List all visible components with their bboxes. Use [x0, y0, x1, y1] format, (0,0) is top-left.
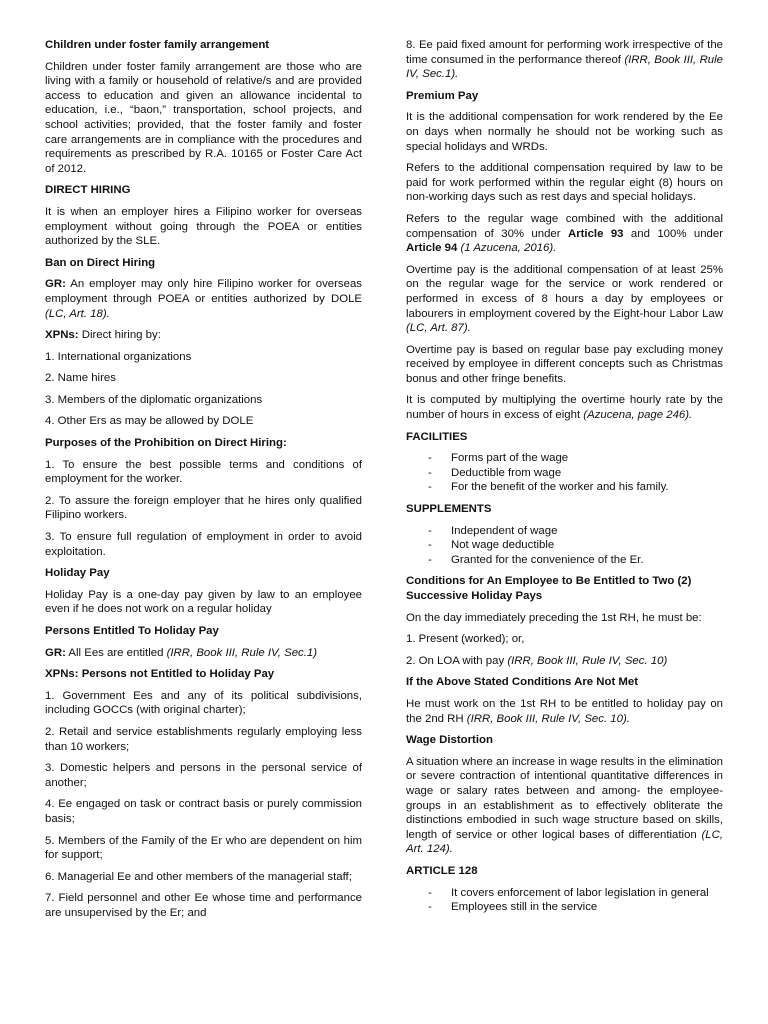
holiday-pay-paragraph: Holiday Pay is a one-day pay given by law to an employee even if he does not work on a regular holiday [45, 588, 362, 616]
overtime-text: Overtime pay is the additional compensation of at least 25% on the regular wage for the service or work rendered or performed in excess of 8 hours a day by employees or labourers in employment covered by the Eight-hour Labor Law [406, 263, 723, 320]
overtime-cite: (LC, Art. 87). [406, 322, 471, 335]
item-8-text: 8. Ee paid fixed amount for performing work irrespective of the time consumed in the performance thereof [406, 39, 723, 66]
right-column [406, 38, 723, 922]
list-item: 4. Ee engaged on task or contract basis or purely commission basis; [45, 798, 362, 825]
list-item: - Deductible from wage [406, 466, 723, 481]
not-met-cite: (IRR, Book III, Rule IV, Sec. 10). [466, 712, 630, 725]
overtime-paragraph-1 [406, 263, 723, 336]
supplements-list [406, 524, 723, 568]
article-94: Article 94 [406, 242, 458, 255]
premium-text-a: Refers to the regular wage combined with the additional compensation of 30% under [406, 212, 723, 240]
entitled-gr-cite: (IRR, Book III, Rule IV, Sec.1) [166, 646, 318, 659]
direct-hiring-heading: DIRECT HIRING [45, 184, 131, 197]
distortion-cite: (LC, Art. 124). [406, 828, 723, 856]
premium-cite: (1 Azucena, 2016). [460, 242, 557, 255]
facilities-list [406, 451, 723, 495]
list-item: - Independent of wage [406, 524, 723, 539]
entitled-general-rule [45, 646, 362, 661]
conditions-paragraph: On the day immediately preceding the 1st RH, he must be: [406, 611, 702, 624]
premium-paragraph-2: Refers to the additional compensation required by law to be paid for work performed within the regular eight (8) hours on non-working days such as rest days and special holidays. [406, 162, 723, 204]
list-item: - Granted for the convenience of the Er. [406, 553, 723, 568]
wage-distortion-heading: Wage Distortion [406, 734, 493, 747]
supplements-heading: SUPPLEMENTS [406, 503, 492, 516]
ban-general-rule [45, 277, 362, 321]
foster-paragraph: Children under foster family arrangement are those who are living with a family or household of relative/s and are provided access to education and given an allowance incidental to education, i.e., “baon,” transportation, school projects, and school activities; provided, that the foster family and foster care arrangements are in compliance with the procedures and requirements as prescribed by R.A. 10165 or Foster Care Act of 2012. [45, 60, 362, 175]
list-item: - Employees still in the service [406, 900, 723, 915]
list-item: 2. To assure the foreign employer that he hires only qualified Filipino workers. [45, 494, 362, 522]
item-8 [406, 38, 723, 82]
left-column [45, 38, 362, 928]
premium-paragraph-1: It is the additional compensation for work rendered by the Ee on days when normally he should not be working such as special holidays and WRDs. [406, 111, 723, 153]
overtime-computation-cite: (Azucena, page 246). [583, 409, 693, 422]
premium-paragraph-3 [406, 212, 723, 256]
purposes-heading: Purposes of the Prohibition on Direct Hiring: [45, 437, 287, 450]
direct-hiring-paragraph: It is when an employer hires a Filipino worker for overseas employment without going through the POEA or entities authorized by the SLE. [45, 205, 362, 248]
entitled-heading: Persons Entitled To Holiday Pay [45, 625, 219, 637]
list-item: 2. Name hires [45, 372, 116, 385]
list-item: 1. International organizations [45, 350, 192, 363]
conditions-heading: Conditions for An Employee to Be Entitled to Two (2) Successive Holiday Pays [406, 575, 692, 602]
facilities-heading: FACILITIES [406, 430, 468, 443]
item-8-cite: (IRR, Book III, Rule IV, Sec.1). [406, 53, 723, 81]
not-met-paragraph [406, 697, 723, 726]
entitled-gr-label: GR: [45, 646, 66, 659]
list-item: 6. Managerial Ee and other members of the managerial staff; [45, 870, 352, 883]
foster-heading: Children under foster family arrangement [45, 39, 270, 51]
overtime-paragraph-3 [406, 393, 723, 422]
overtime-computation-text: It is computed by multiplying the overtime hourly rate by the number of hours in excess of eight [406, 394, 723, 422]
xpn-direct-hiring [45, 328, 362, 343]
premium-text-b: and 100% under [623, 227, 724, 240]
list-item: 4. Other Ers as may be allowed by DOLE [45, 415, 254, 428]
list-item: 3. To ensure full regulation of employment in order to avoid exploitation. [45, 531, 362, 558]
list-item: - It covers enforcement of labor legislation in general [406, 886, 723, 901]
list-item: 3. Domestic helpers and persons in the personal service of another; [45, 762, 362, 789]
conditions-item-2-text: 2. On LOA with pay [406, 654, 508, 667]
ban-gr-label: GR: [45, 278, 66, 291]
overtime-paragraph-2: Overtime pay is based on regular base pay excluding money received by employee in different concepts such as Christmas bonus and other fringe benefits. [406, 343, 723, 385]
list-item [406, 654, 723, 669]
list-item: - Not wage deductible [406, 538, 723, 553]
list-item: 7. Field personnel and other Ee whose time and performance are unsupervised by the Er; and [45, 892, 362, 919]
ban-heading: Ban on Direct Hiring [45, 256, 156, 269]
list-item: 5. Members of the Family of the Er who are dependent on him for support; [45, 834, 362, 862]
ban-gr-text: An employer may only hire Filipino worker for overseas employment through POEA or entities authorized by DOLE [45, 278, 362, 305]
list-item: 1. To ensure the best possible terms and conditions of employment for the worker. [45, 458, 362, 486]
list-item: 1. Government Ees and any of its political subdivisions, including GOCCs (with original charter); [45, 689, 362, 717]
not-met-text: He must work on the 1st RH to be entitled to holiday pay on the 2nd RH [406, 697, 723, 725]
article-128-heading: ARTICLE 128 [406, 864, 478, 877]
not-met-heading: If the Above Stated Conditions Are Not Met [406, 676, 639, 689]
article-93: Article 93 [567, 227, 624, 240]
list-item: 2. Retail and service establishments regularly employing less than 10 workers; [45, 725, 362, 753]
ban-gr-cite: (LC, Art. 18). [45, 307, 110, 320]
not-entitled-heading: XPNs: Persons not Entitled to Holiday Pay [45, 668, 275, 681]
article-128-list [406, 886, 723, 915]
wage-distortion-paragraph [406, 755, 723, 857]
distortion-text: A situation where an increase in wage results in the elimination or severe contraction of intentional quantitative differences in wage or salary rates between and among- the employee-groups in an establishment as to effectively obliterate the distinctions embodied in such wage structure based on skills, length of service or other logical bases of differentiation [406, 755, 723, 841]
holiday-pay-heading: Holiday Pay [45, 567, 110, 580]
xpn-direct-text: Direct hiring by: [78, 329, 161, 342]
list-item: 1. Present (worked); or, [406, 633, 525, 646]
premium-pay-heading: Premium Pay [406, 89, 479, 102]
list-item: - Forms part of the wage [406, 451, 723, 466]
entitled-gr-text: All Ees are entitled [65, 646, 167, 659]
list-item: - For the benefit of the worker and his family. [406, 480, 723, 495]
conditions-item-2-cite: (IRR, Book III, Rule IV, Sec. 10) [507, 654, 668, 667]
xpn-direct-label: XPNs: [45, 329, 79, 342]
list-item: 3. Members of the diplomatic organizations [45, 393, 263, 406]
